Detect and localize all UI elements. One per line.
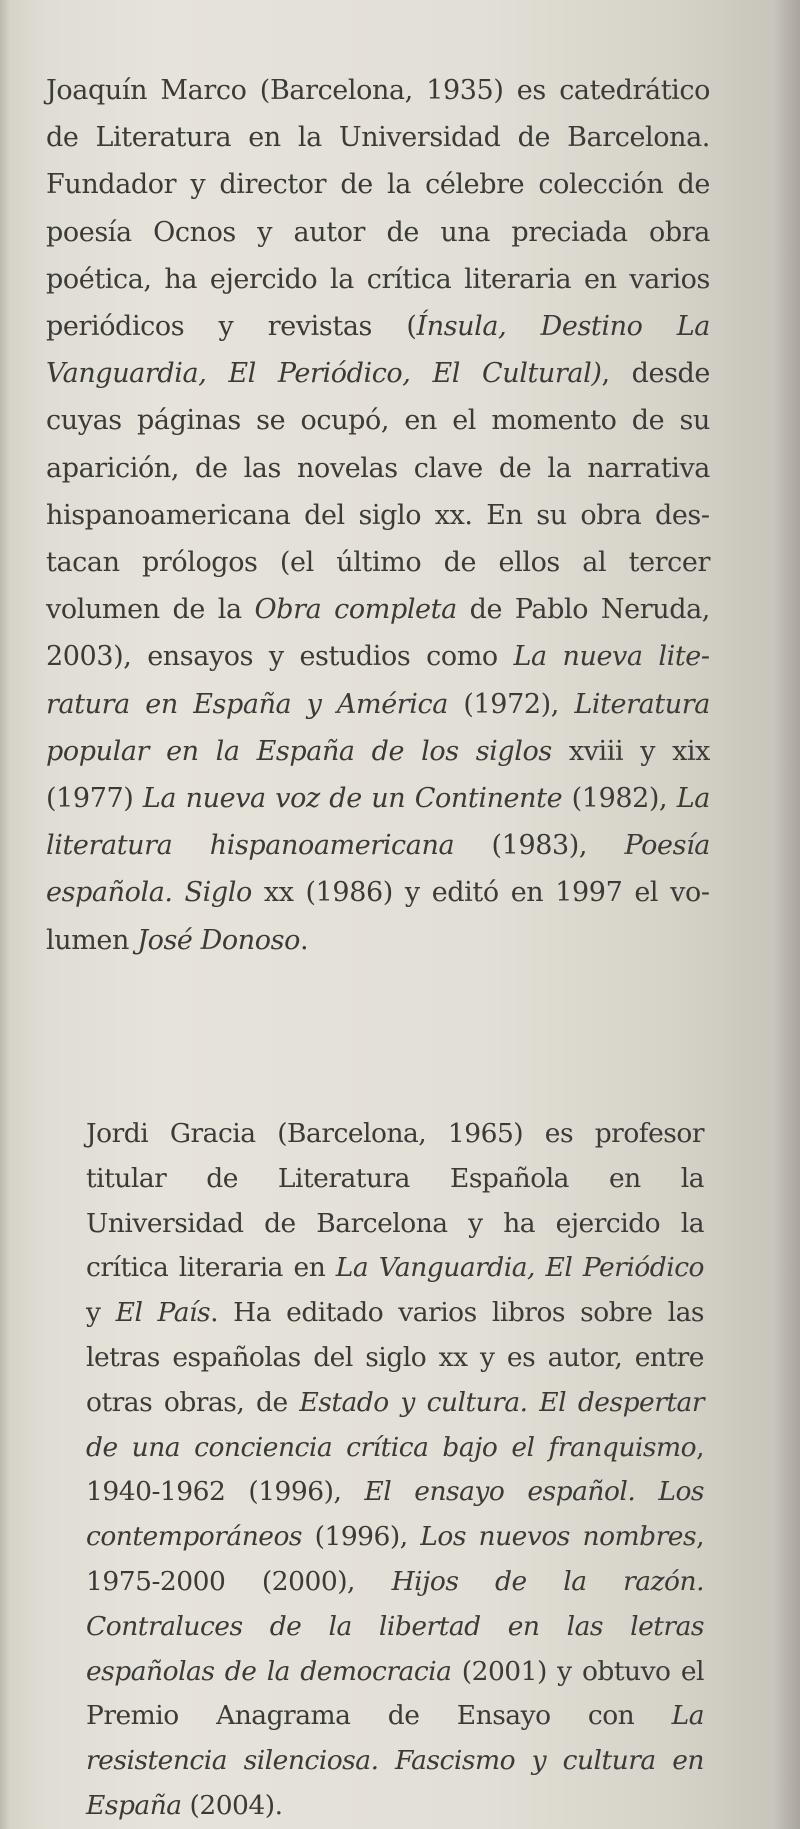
page-edge-shadow-right: [774, 0, 800, 1829]
bio-italic-text: Literatura popular en la España de los siglos: [46, 688, 710, 767]
bio-text: (2004).: [181, 1789, 283, 1821]
author-bio-joaquin-marco: [46, 67, 710, 964]
bio-text: (1982),: [562, 783, 677, 815]
bio-italic-text: El País: [115, 1297, 211, 1329]
bio-italic-text: Ínsula, Destino La Vanguardia, El Periódico, El Cultural): [46, 311, 711, 390]
bio-text: , 1940-1962 (1996),: [86, 1431, 704, 1508]
bio-text: xviii y xix (1977): [46, 735, 710, 815]
bio-text: (1972),: [447, 688, 575, 720]
bio-text: , 1975-2000 (2000),: [86, 1521, 704, 1597]
bio-italic-text: La nueva literatura en España y América: [46, 641, 710, 720]
bio-text: , desde cuyas páginas se ocupó, en el momento de su aparición, de las novelas clave de la narrativa hispanoamericana del siglo xx. En su obra destacan prólogos (el último de ellos al tercer volumen de la: [46, 358, 711, 626]
bio-text: Jordi Gracia (Barcelona, 1965) es profesor titular de Literatura Española en la Universidad de Barcelona y ha ejercido la crítica literaria en: [86, 1118, 704, 1284]
bio-text: .: [299, 924, 309, 956]
bio-italic-text: La literatura hispanoamericana: [46, 783, 710, 862]
bio-italic-text: Los nuevos nombres: [420, 1521, 697, 1553]
bio-italic-text: La nueva voz de un Continente: [142, 783, 563, 815]
bio-text: Joaquín Marco (Barcelona, 1935) es catedrático de Literatura en la Universidad de Barcelona. Fundador y director de la célebre colección de poesía Ocnos y autor de una preciada obra poética, ha ejercido la crítica literaria en varios periódicos y revistas (: [46, 75, 710, 343]
bio-italic-text: Hijos de la razón. Contraluces de la libertad en las letras españolas de la democracia: [86, 1565, 704, 1687]
bio-italic-text: Poesía española. Siglo: [46, 830, 710, 909]
bio-text: de Pablo Neruda, 2003), ensayos y estudios como: [46, 594, 710, 673]
bio-text: (1996),: [302, 1521, 421, 1553]
bio-text: xx (1986) y editó en 1997 el volumen: [46, 877, 710, 956]
bio-italic-text: Estado y cultura. El despertar de una conciencia crítica bajo el franquismo: [86, 1386, 704, 1463]
bio-text: y: [86, 1297, 116, 1329]
bio-italic-text: José Donoso: [137, 924, 300, 956]
bio-text: (1983),: [454, 830, 625, 862]
page-edge-shadow-left: [0, 0, 10, 1829]
bio-text: . Ha editado varios libros sobre las letras españolas del siglo xx y es autor, entre otras obras, de: [86, 1297, 704, 1418]
bio-text: (2001) y obtuvo el Premio Anagrama de Ensayo con: [86, 1655, 704, 1732]
bio-italic-text: La Vanguardia, El Periódico: [335, 1252, 704, 1284]
bio-italic-text: El ensayo español. Los contemporáneos: [86, 1476, 704, 1553]
bio-italic-text: Obra completa: [254, 594, 457, 626]
author-bio-jordi-gracia: [86, 1112, 704, 1829]
bio-italic-text: La resistencia silenciosa. Fascismo y cultura en España: [86, 1700, 704, 1821]
